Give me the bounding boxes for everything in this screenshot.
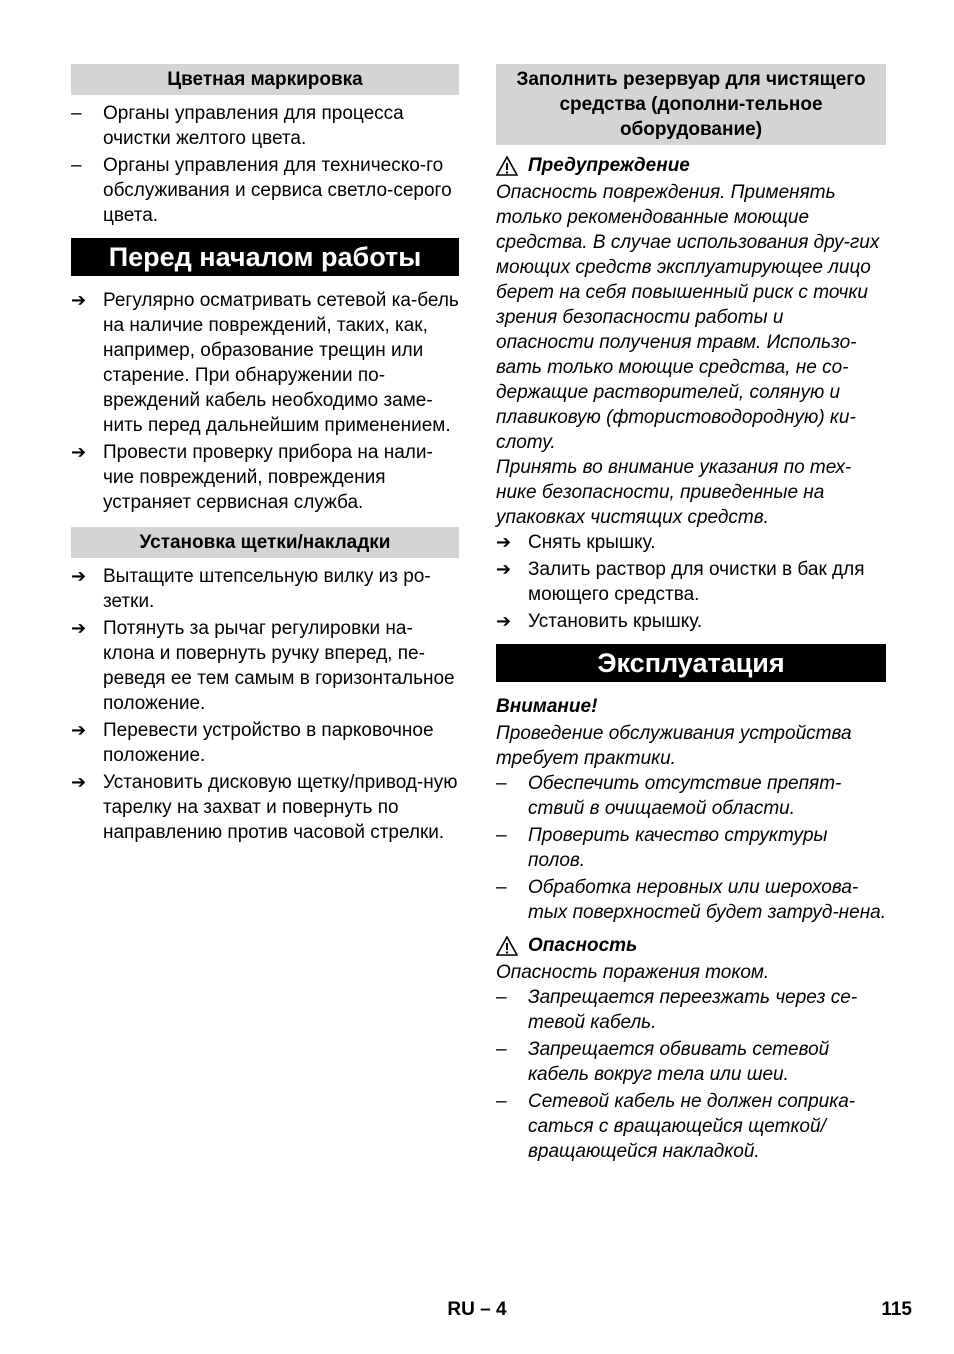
list-item: – Органы управления для процесса очистки желтого цвета. xyxy=(71,103,404,149)
arrow-icon: ➔ xyxy=(71,772,87,792)
list-item: – Запрещается переезжать через се-тевой кабель. xyxy=(496,987,858,1033)
list-item: ➔ Провести проверку прибора на нали-чие повреждений, повреждения устраняет сервисная служба. xyxy=(71,442,433,513)
color-marking-heading: Цветная маркировка xyxy=(71,64,459,95)
warning-text: Опасность повреждения. Применять только рекомендованные моющие средства. В случае использования дру-гих моющих средств эксплуатирующее лицо берет на себя повышенный риск с точки зрения безопасности работы и опасности получения травм. Использо-вать только моющие средства, не со-держащие растворителей, соляную и плавиковую (фтористоводородную) ки-слоту. xyxy=(496,182,880,453)
operation-heading: Эксплуатация xyxy=(496,644,886,682)
page-number: 115 xyxy=(881,1299,912,1320)
list-item: – Запрещается обвивать сетевой кабель вокруг тела или шеи. xyxy=(496,1039,830,1085)
warning-text-2: Принять во внимание указания по тех-нике безопасности, приведенные на упаковках чистящих средств. xyxy=(496,457,852,528)
attention-text: Проведение обслуживания устройства требует практики. xyxy=(496,723,852,769)
arrow-icon: ➔ xyxy=(496,532,512,552)
list-item: ➔ Залить раствор для очистки в бак для моющего средства. xyxy=(496,559,865,605)
right-column xyxy=(496,64,886,1166)
list-item: – Обработка неровных или шерохова-тых поверхностей будет затруд-нена. xyxy=(496,877,886,923)
dash-marker: – xyxy=(71,103,82,124)
attention-heading: Внимание! xyxy=(496,696,598,717)
fill-tank-heading: Заполнить резервуар для чистящего средства (дополни-тельное оборудование) xyxy=(496,64,886,145)
list-item: ➔ Регулярно осматривать сетевой ка-бель на наличие повреждений, таких, как, например, образование трещин или старение. При обнаружении по-вреждений кабель необходимо заме-нить перед дальнейшим применением. xyxy=(71,290,459,436)
left-column xyxy=(71,64,459,847)
list-item: ➔ Вытащите штепсельную вилку из ро-зетки. xyxy=(71,566,431,612)
list-item: – Органы управления для техническо-го обслуживания и сервиса светло-серого цвета. xyxy=(71,155,452,226)
brush-install-heading: Установка щетки/накладки xyxy=(71,527,459,558)
list-item: – Обеспечить отсутствие препят-ствий в очищаемой области. xyxy=(496,773,842,819)
list-item: – Проверить качество структуры полов. xyxy=(496,825,828,871)
list-item: ➔ Снять крышку. xyxy=(496,532,656,553)
dash-marker: – xyxy=(496,1091,507,1112)
dash-marker: – xyxy=(496,773,507,794)
dash-marker: – xyxy=(496,987,507,1008)
list-item: ➔ Установить крышку. xyxy=(496,611,703,632)
arrow-icon: ➔ xyxy=(71,618,87,638)
section-marker: RU – 4 xyxy=(447,1299,507,1320)
dash-marker: – xyxy=(71,155,82,176)
list-item: ➔ Потянуть за рычаг регулировки на-клона и повернуть ручку вперед, пе-реведя ее тем самым в горизонтальное положение. xyxy=(71,618,455,714)
danger-text: Опасность поражения током. xyxy=(496,962,770,983)
arrow-icon: ➔ xyxy=(496,559,512,579)
warning-heading: Предупреждение xyxy=(496,153,886,178)
dash-marker: – xyxy=(496,877,507,898)
list-item: ➔ Установить дисковую щетку/привод-ную тарелку на захват и повернуть по направлению против часовой стрелки. xyxy=(71,772,458,843)
arrow-icon: ➔ xyxy=(71,442,87,462)
dash-marker: – xyxy=(496,825,507,846)
arrow-icon: ➔ xyxy=(71,290,87,310)
dash-marker: – xyxy=(496,1039,507,1060)
arrow-icon: ➔ xyxy=(71,720,87,740)
list-item: ➔ Перевести устройство в парковочное положение. xyxy=(71,720,434,766)
arrow-icon: ➔ xyxy=(71,566,87,586)
warning-triangle-icon xyxy=(496,936,518,956)
arrow-icon: ➔ xyxy=(496,611,512,631)
danger-heading: Опасность xyxy=(496,933,886,958)
list-item: – Сетевой кабель не должен соприка-саться с вращающейся щеткой/ вращающейся накладкой. xyxy=(496,1091,856,1162)
before-start-heading: Перед началом работы xyxy=(71,238,459,276)
warning-triangle-icon xyxy=(496,156,518,176)
